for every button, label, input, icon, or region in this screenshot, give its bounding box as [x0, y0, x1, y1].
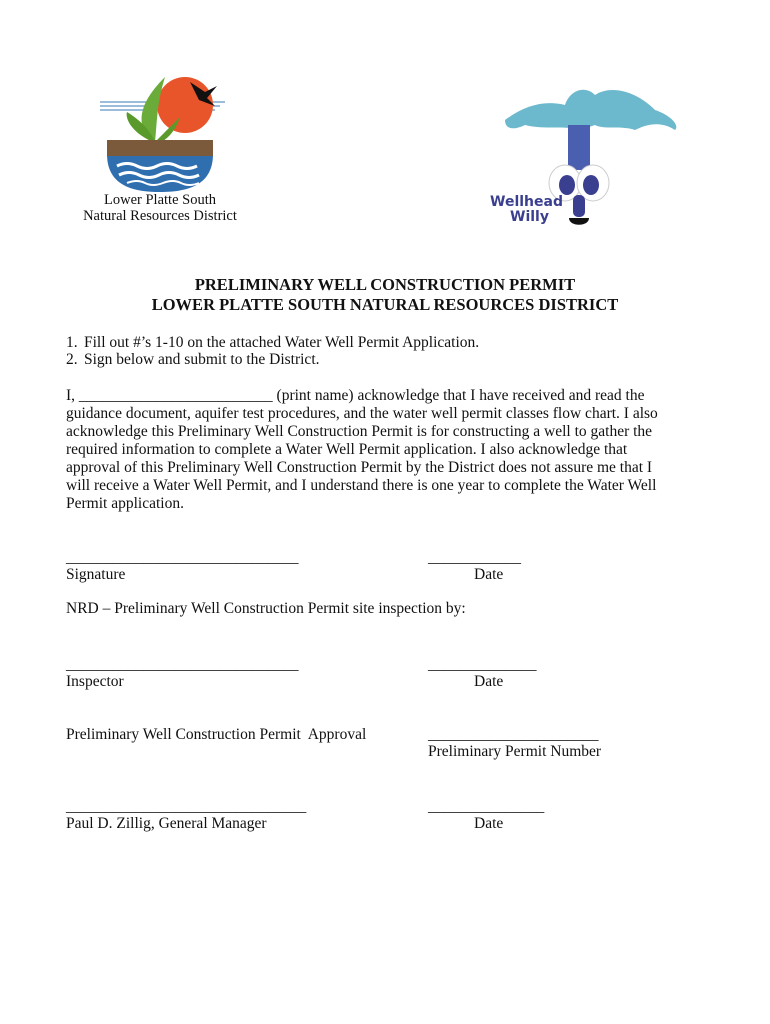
signature-date-line[interactable]: ____________ [428, 549, 521, 566]
manager-date-line[interactable]: _______________ [428, 798, 545, 815]
wellhead-willy-text-line1: Wellhead [490, 194, 563, 210]
page-title-line2: LOWER PLATTE SOUTH NATURAL RESOURCES DISTRICT [151, 295, 619, 314]
paragraph-line: approval of this Preliminary Well Construction Permit by the District does not assure me that I [66, 459, 653, 476]
lpsnrd-logo [95, 72, 235, 192]
inspector-date-label: Date [474, 673, 504, 690]
approval-label: Preliminary Well Construction Permit Approval [66, 726, 367, 743]
wellhead-willy-text-line2: Willy [510, 209, 549, 225]
signature-line[interactable]: ______________________________ [66, 549, 299, 566]
lpsnrd-emblem-icon [95, 72, 235, 192]
lpsnrd-logo-text-line1: Lower Platte South [104, 192, 216, 208]
paragraph-line: Permit application. [66, 495, 184, 512]
inspector-date-line[interactable]: ______________ [428, 656, 537, 673]
permit-number-line[interactable]: ______________________ [428, 726, 599, 743]
paragraph-line: required information to complete a Water Well Permit application. I also acknowledge that [66, 441, 628, 458]
instruction-item: Fill out #’s 1-10 on the attached Water Well Permit Application. [84, 334, 480, 351]
manager-signature-line[interactable]: _______________________________ [66, 798, 307, 815]
nrd-inspection-text: NRD – Preliminary Well Construction Permit site inspection by: [66, 600, 466, 617]
paragraph-line: I, _________________________ (print name) acknowledge that I have received and read the [66, 387, 645, 404]
paragraph-line: will receive a Water Well Permit, and I understand there is one year to complete the Water Well [66, 477, 657, 494]
signature-label: Signature [66, 566, 126, 583]
paragraph-line: acknowledge this Preliminary Well Construction Permit is for constructing a well to gather the [66, 423, 653, 440]
instruction-number: 1. [66, 334, 78, 351]
manager-label: Paul D. Zillig, General Manager [66, 815, 267, 832]
permit-number-label: Preliminary Permit Number [428, 743, 602, 760]
inspector-line[interactable]: ______________________________ [66, 656, 299, 673]
instruction-item: Sign below and submit to the District. [84, 351, 320, 368]
paragraph-line: guidance document, aquifer test procedures, and the water well permit classes flow chart. I also [66, 405, 658, 422]
inspector-label: Inspector [66, 673, 124, 690]
lpsnrd-logo-text-line2: Natural Resources District [83, 208, 237, 224]
manager-date-label: Date [474, 815, 504, 832]
instruction-number: 2. [66, 351, 78, 368]
page-title-line1: PRELIMINARY WELL CONSTRUCTION PERMIT [194, 275, 576, 294]
signature-date-label: Date [474, 566, 504, 583]
